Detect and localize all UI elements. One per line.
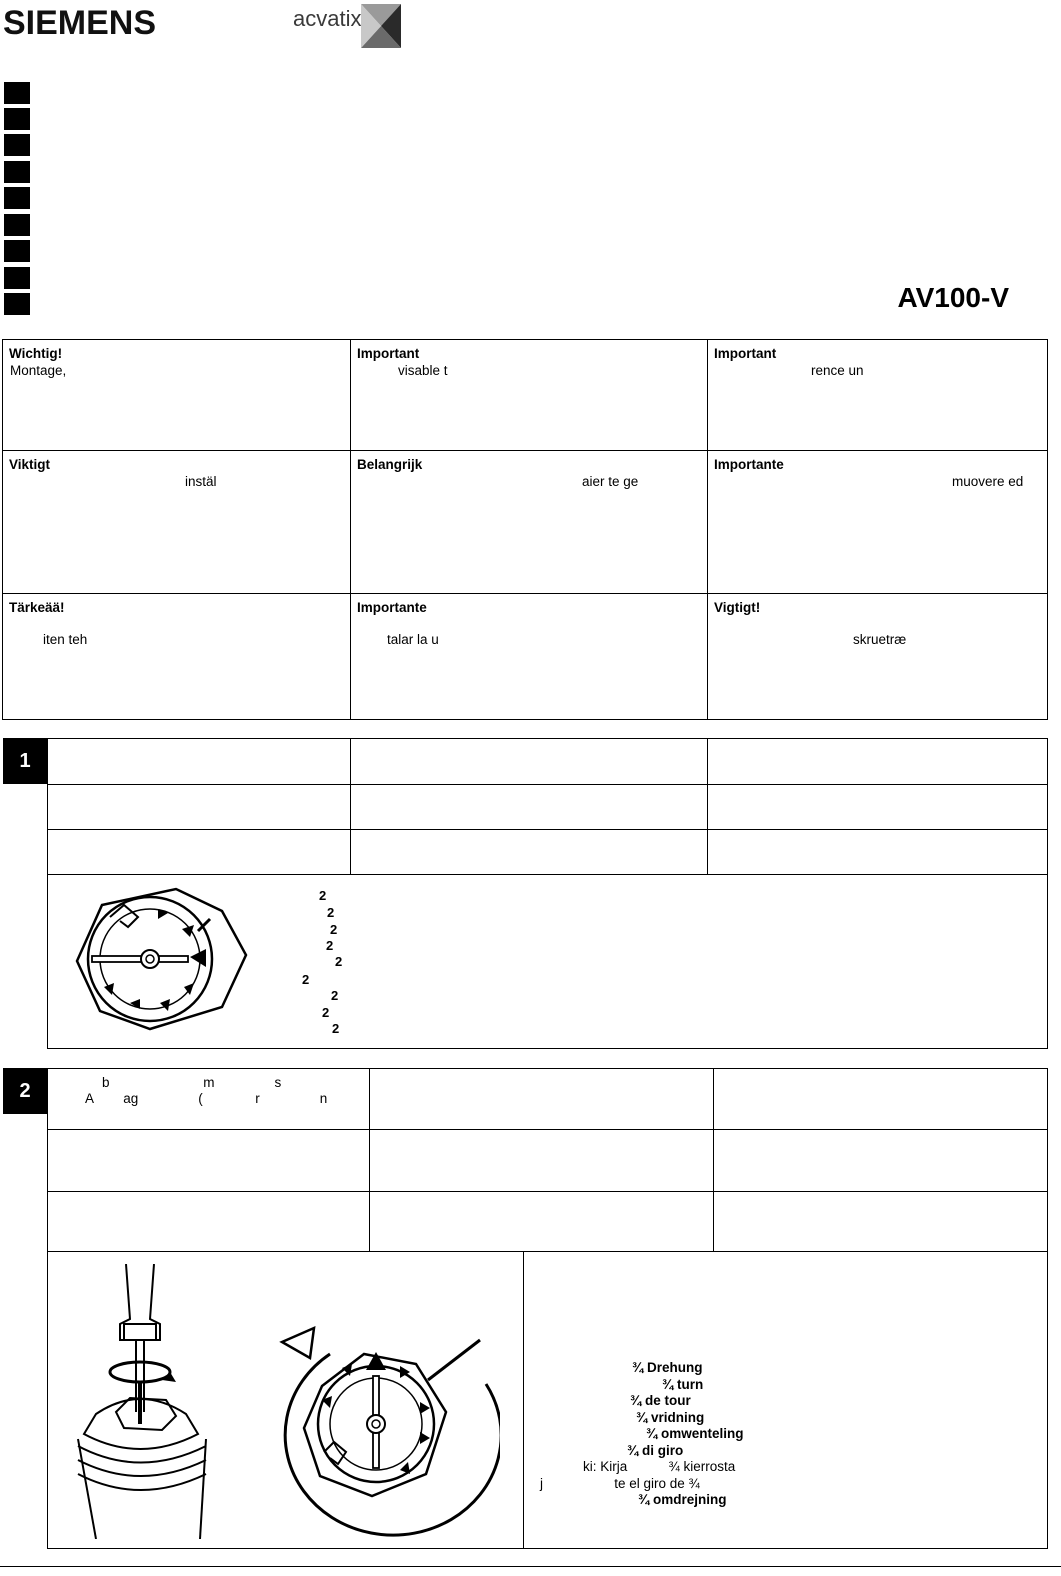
figure-label: 2 <box>331 988 339 1003</box>
language-marker <box>4 214 30 236</box>
notice-title: Belangrijk <box>357 457 423 472</box>
language-marker <box>4 134 30 156</box>
step-2-figure-box <box>47 1251 1048 1549</box>
notice-text: iten teh <box>43 632 88 647</box>
step-cell <box>370 1069 714 1130</box>
step-cell <box>370 1192 714 1252</box>
notice-cell <box>708 594 1048 720</box>
notice-cell <box>351 594 708 720</box>
notice-text: Montage, <box>10 363 67 378</box>
step-cell <box>708 739 1048 785</box>
notice-cell <box>351 451 708 594</box>
figure-label: 2 <box>326 938 334 953</box>
valve-insert-top-view-icon <box>72 883 254 1033</box>
notice-title: Tärkeää! <box>9 600 65 615</box>
figure-label: 2 <box>330 922 338 937</box>
language-marker <box>4 267 30 289</box>
bottom-rule <box>0 1566 1061 1567</box>
notice-title: Important <box>714 346 777 361</box>
step-1-table <box>47 738 1048 875</box>
figure-label: 2 <box>327 905 335 920</box>
turn-instruction: ¾ de tour <box>630 1393 691 1408</box>
turn-instruction: ki: Kirja ¾ kierrosta <box>583 1459 736 1474</box>
turn-instruction: ¾ turn <box>662 1377 704 1392</box>
turn-instruction: j te el giro de ¾ <box>540 1476 700 1491</box>
step-cell <box>48 830 351 875</box>
rotation-arrow-insert-icon <box>260 1324 500 1544</box>
notice-cell <box>351 340 708 451</box>
notice-title: Wichtig! <box>9 346 63 361</box>
notice-title: Importante <box>357 600 427 615</box>
notice-cell <box>708 340 1048 451</box>
step-cell <box>351 739 708 785</box>
figure-label: 2 <box>335 954 343 969</box>
step-cell <box>714 1130 1048 1192</box>
language-marker <box>4 240 30 262</box>
notice-text: muovere ed <box>952 474 1024 489</box>
step-1-badge: 1 <box>3 738 47 784</box>
notice-text: rence un <box>811 363 864 378</box>
step-cell <box>48 739 351 785</box>
step-text: A ag ( r n <box>85 1091 328 1106</box>
step-cell <box>48 1069 370 1130</box>
figure-label: 2 <box>322 1005 330 1020</box>
notice-text: visable t <box>398 363 448 378</box>
notice-cell <box>708 451 1048 594</box>
step-cell <box>48 785 351 830</box>
notice-title: Vigtigt! <box>714 600 761 615</box>
step-1-figure-box <box>47 874 1048 1049</box>
acvatix-logo-icon <box>355 2 407 50</box>
notice-text: talar la u <box>387 632 439 647</box>
step-cell <box>708 785 1048 830</box>
language-marker <box>4 108 30 130</box>
step-cell <box>714 1192 1048 1252</box>
turn-instruction: ¾ omdrejning <box>638 1492 727 1507</box>
notice-cell <box>3 340 351 451</box>
product-code: AV100-V <box>897 282 1009 313</box>
step-cell <box>370 1130 714 1192</box>
notice-cell <box>3 451 351 594</box>
language-marker <box>4 161 30 183</box>
turn-instruction: ¾ Drehung <box>632 1360 703 1375</box>
step-cell <box>351 830 708 875</box>
step-cell <box>714 1069 1048 1130</box>
notice-cell <box>3 594 351 720</box>
step-cell <box>48 1130 370 1192</box>
language-marker <box>4 293 30 315</box>
screwdriver-adjustment-icon <box>76 1264 246 1539</box>
step-cell <box>48 1192 370 1252</box>
notice-text: instäl <box>185 474 217 489</box>
step-text: b m s <box>102 1075 282 1090</box>
notice-title: Viktigt <box>9 457 51 472</box>
notice-title: Importante <box>714 457 784 472</box>
figure-label: 2 <box>319 888 327 903</box>
language-marker <box>4 187 30 209</box>
figure-divider <box>523 1252 524 1548</box>
step-cell <box>351 785 708 830</box>
notice-table <box>2 339 1048 720</box>
turn-instruction: ¾ vridning <box>636 1410 705 1425</box>
notice-text: skruetræ <box>853 632 907 647</box>
step-cell <box>708 830 1048 875</box>
step-2-badge: 2 <box>3 1068 47 1114</box>
figure-label: 2 <box>302 972 310 987</box>
notice-title: Important <box>357 346 420 361</box>
notice-text: aier te ge <box>582 474 639 489</box>
siemens-logo: SIEMENS <box>3 4 157 42</box>
step-2-table <box>47 1068 1048 1252</box>
figure-label: 2 <box>332 1021 340 1036</box>
language-marker <box>4 82 30 104</box>
turn-instruction: ¾ omwenteling <box>646 1426 744 1441</box>
turn-instruction: ¾ di giro <box>627 1443 684 1458</box>
acvatix-logo-text: acvatix <box>293 6 362 31</box>
